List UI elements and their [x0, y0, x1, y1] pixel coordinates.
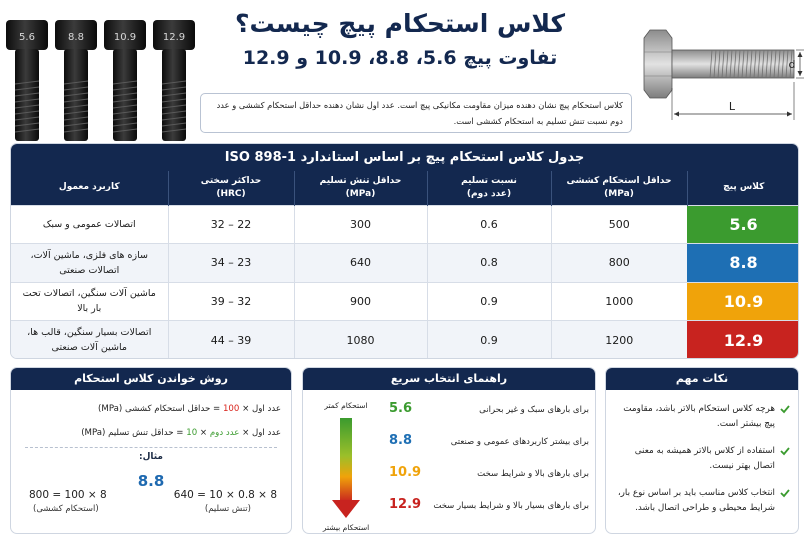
ratio-cell: 0.9: [427, 282, 551, 321]
guide-row: [383, 496, 589, 520]
example-label: مثال:: [138, 452, 164, 462]
guide-row: [383, 400, 589, 424]
header-usage: کاربرد معمول: [11, 171, 168, 205]
table-row: [11, 321, 799, 360]
rule2-multiplier: 10: [186, 428, 198, 438]
note-text: هرچه کلاس استحکام بالاتر باشد، مقاومت پیچ بیشتر است.: [623, 404, 775, 429]
guide-row-class: 10.9: [389, 465, 422, 480]
table-title: جدول کلاس استحکام پیچ بر اساس استاندارد ISO 898-1: [11, 144, 798, 171]
class-cell: 8.8: [687, 244, 799, 283]
strength-arrow-icon: [311, 394, 381, 532]
page-title: کلاس استحکام پیچ چیست؟: [235, 9, 565, 38]
tensile-cell: 1200: [551, 321, 687, 360]
bolt-1: [6, 20, 48, 141]
note-text: استفاده از کلاس بالاتر همیشه به معنی اتصال بهتر نیست.: [634, 446, 775, 471]
page-header: [195, 8, 605, 73]
diagram-diameter-label: d: [788, 58, 796, 71]
guide-row: [383, 464, 589, 488]
note-item: [614, 402, 790, 432]
hardness-cell: 39 – 44: [168, 321, 294, 360]
rule2-second-number: عدد دوم: [209, 428, 240, 438]
bolt-3: [104, 20, 146, 141]
class-cell: 12.9: [687, 321, 799, 360]
guide-row: [383, 432, 589, 456]
note-item: [614, 486, 790, 516]
usage-cell: اتصالات بسیار سنگین، قالب ها، ماشین آلات صنعتی: [11, 321, 168, 360]
table-row: [11, 205, 799, 244]
check-icon: [780, 446, 790, 456]
hardness-cell: 32 – 39: [168, 282, 294, 321]
guide-row-text: برای بارهای بسیار بالا و شرایط بسیار سخت: [433, 501, 589, 511]
yield-cell: 640: [294, 244, 427, 283]
header-class: کلاس پیچ: [687, 171, 799, 205]
bolt-label-4: 12.9: [162, 32, 186, 43]
important-notes-card: [605, 367, 799, 534]
rule2-first-number: عدد اول: [252, 428, 281, 438]
header-tensile: حداقل استحکام کششی (MPa): [551, 171, 687, 205]
example-tensile-equation: 800 = 100 × 8: [29, 489, 107, 501]
quick-selection-title: راهنمای انتخاب سریع: [303, 368, 595, 390]
stronger-label: استحکام بیشتر: [322, 523, 370, 532]
strength-class-table: [11, 171, 799, 359]
rule1-multiplier: 100: [222, 404, 240, 414]
yield-cell: 900: [294, 282, 427, 321]
guide-row-class: 5.6: [389, 401, 413, 416]
yield-cell: 300: [294, 205, 427, 244]
usage-cell: ماشین آلات سنگین، اتصالات تحت بار بالا: [11, 282, 168, 321]
quick-selection-card: [302, 367, 596, 534]
intro-text: کلاس استحکام پیچ نشان دهنده میزان مقاومت مکانیکی پیچ است. عدد اول نشان دهنده حداقل استحکام کششی و عدد دوم نسبت تنش تسلیم به استحکام کششی است.: [200, 93, 632, 133]
hardness-cell: 22 – 32: [168, 205, 294, 244]
reading-rule-yield: عدد اول × عدد دوم × 10 = حداقل تنش تسلیم (MPa): [81, 428, 281, 438]
bolt-dimension-diagram: [640, 24, 806, 128]
bolts-illustration: [4, 18, 200, 146]
usage-cell: سازه های فلزی، ماشین آلات، اتصالات صنعتی: [11, 244, 168, 283]
rule2-result: = حداقل تنش تسلیم (MPa): [81, 428, 184, 438]
ratio-cell: 0.8: [427, 244, 551, 283]
header-ratio: نسبت تسلیم (عدد دوم): [427, 171, 551, 205]
guide-row-class: 12.9: [389, 497, 422, 512]
reading-guide-title: روش خواندن کلاس استحکام: [11, 368, 291, 390]
header-yield: حداقل تنش تسلیم (MPa): [294, 171, 427, 205]
divider: [25, 447, 277, 448]
header-hardness: حداکثر سختی (HRC): [168, 171, 294, 205]
hardness-cell: 23 – 34: [168, 244, 294, 283]
yield-cell: 1080: [294, 321, 427, 360]
reading-guide-card: [10, 367, 292, 534]
bolt-label-3: 10.9: [113, 32, 137, 43]
ratio-cell: 0.9: [427, 321, 551, 360]
note-text: انتخاب کلاس مناسب باید بر اساس نوع بار، شرایط محیطی و طراحی اتصال باشد.: [617, 488, 775, 513]
table-header-row: [11, 171, 799, 205]
ratio-cell: 0.6: [427, 205, 551, 244]
usage-cell: اتصالات عمومی و سبک: [11, 205, 168, 244]
weaker-label: استحکام کمتر: [324, 401, 368, 410]
example-yield-equation: 640 = 10 × 0.8 × 8: [173, 489, 277, 501]
page-subtitle: تفاوت پیچ 5.6، 8.8، 10.9 و 12.9: [242, 47, 558, 69]
tensile-cell: 800: [551, 244, 687, 283]
bolt-label-1: 5.6: [19, 32, 35, 43]
rule1-result: = حداقل استحکام کششی (MPa): [98, 404, 221, 414]
guide-row-text: برای بیشتر کاربردهای عمومی و صنعتی: [450, 437, 589, 447]
check-icon: [780, 404, 790, 414]
class-cell: 5.6: [687, 205, 799, 244]
bolt-2: [55, 20, 97, 141]
example-class: 8.8: [137, 472, 165, 490]
table-row: [11, 244, 799, 283]
bolt-4: [153, 20, 195, 141]
rule1-first-number: عدد اول: [252, 404, 281, 414]
guide-row-text: برای بارهای سبک و غیر بحرانی: [479, 405, 589, 415]
strength-class-table-card: [10, 143, 799, 359]
class-cell: 10.9: [687, 282, 799, 321]
table-row: [11, 282, 799, 321]
diagram-length-label: L: [728, 100, 736, 113]
example-tensile-note: (استحکام کششی): [33, 504, 99, 514]
bolt-label-2: 8.8: [68, 32, 84, 43]
reading-rule-tensile: عدد اول × 100 = حداقل استحکام کششی (MPa): [98, 404, 281, 414]
example-yield-note: (تنش تسلیم): [204, 504, 251, 514]
tensile-cell: 500: [551, 205, 687, 244]
important-notes-title: نکات مهم: [606, 368, 798, 390]
note-item: [614, 444, 790, 474]
tensile-cell: 1000: [551, 282, 687, 321]
check-icon: [780, 488, 790, 498]
guide-row-class: 8.8: [389, 433, 413, 448]
guide-row-text: برای بارهای بالا و شرایط سخت: [477, 469, 589, 479]
